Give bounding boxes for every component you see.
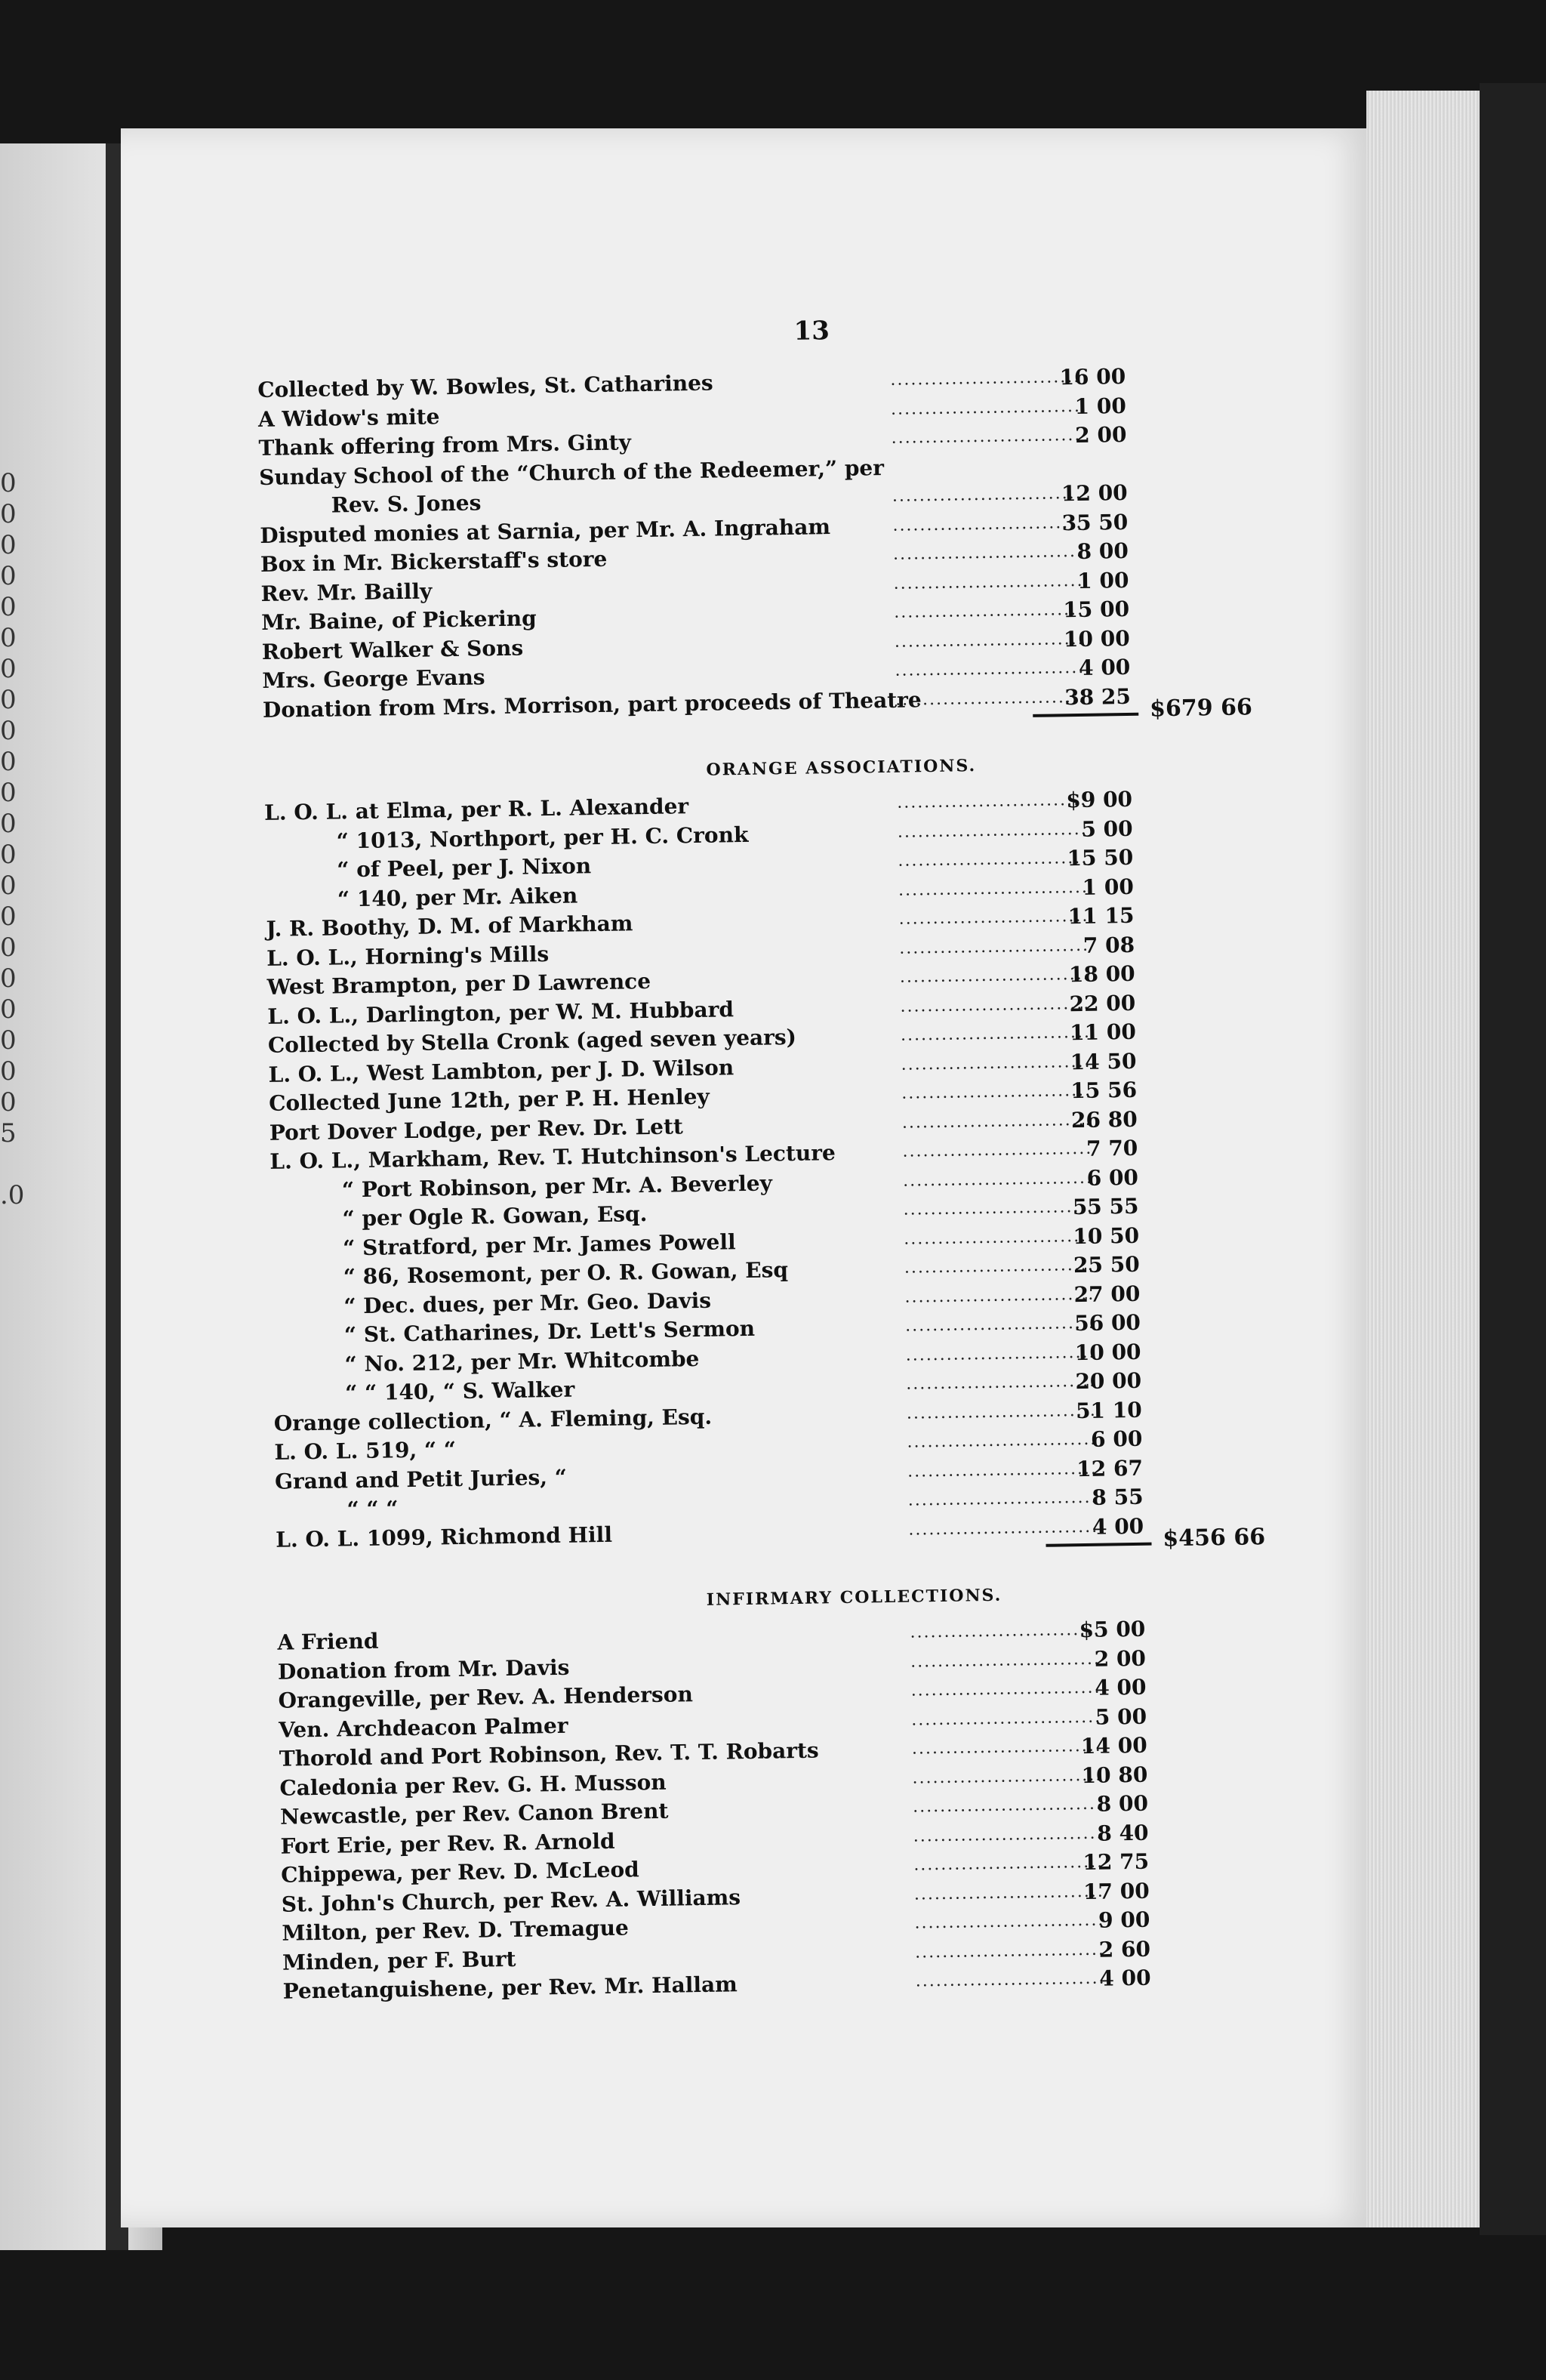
entry-label: Port Dover Lodge, per Rev. Dr. Lett	[269, 1113, 684, 1145]
infirmary-collections-section	[277, 1613, 1287, 2006]
entry-label: Penetanguishene, per Rev. Mr. Hallam	[282, 1972, 738, 2004]
leader-dots: ............................	[898, 906, 1089, 929]
entry-amount: 10 50	[1073, 1222, 1140, 1249]
entry-label: “ No. 212, per Mr. Whitcombe	[344, 1346, 700, 1377]
margin-mark: 0	[0, 716, 17, 746]
margin-mark: 0	[0, 654, 17, 684]
entry-label: Disputed monies at Sarnia, per Mr. A. Ingraham	[260, 513, 831, 548]
entry-label: “ St. Catharines, Dr. Lett's Sermon	[343, 1315, 756, 1348]
margin-mark: 0	[0, 963, 17, 994]
entry-label: West Brampton, per D Lawrence	[266, 968, 651, 1000]
leader-dots: ............................	[894, 600, 1085, 622]
entry-amount: 10 00	[1063, 625, 1130, 652]
entry-label: Thank offering from Mrs. Ginty	[258, 430, 632, 461]
margin-mark: 0	[0, 1056, 17, 1087]
margin-mark: 0	[0, 778, 17, 808]
leader-dots: ............................	[904, 1226, 1095, 1249]
entry-label: “ Port Robinson, per Mr. A. Beverley	[341, 1170, 773, 1202]
margin-mark: 0	[0, 499, 17, 529]
entry-label: “ “ 140, “ S. Walker	[344, 1377, 575, 1406]
entry-label: Fort Erie, per Rev. R. Arnold	[280, 1828, 615, 1859]
entry-amount: 12 75	[1083, 1848, 1150, 1876]
entry-label: “ Dec. dues, per Mr. Geo. Davis	[343, 1287, 712, 1318]
book-cover-edge	[1480, 83, 1546, 2235]
entry-amount: 5 00	[1081, 815, 1133, 842]
leader-dots: ............................	[910, 1678, 1101, 1700]
entry-amount: 8 00	[1096, 1790, 1149, 1817]
entry-amount: 15 56	[1070, 1077, 1138, 1104]
leader-dots: ............................	[910, 1649, 1101, 1672]
leader-dots: ............................	[890, 396, 1082, 419]
donations-section	[257, 360, 1267, 752]
leader-dots: ............................	[907, 1459, 1098, 1481]
entry-label: Grand and Petit Juries, “	[274, 1464, 568, 1494]
margin-mark: 0	[0, 933, 17, 963]
entry-label: L. O. L. at Elma, per R. L. Alexander	[263, 794, 689, 825]
entry-label: “ “ “	[346, 1496, 399, 1522]
leader-dots: ............................	[913, 1852, 1104, 1875]
section-total: $456 66	[1163, 1524, 1266, 1552]
margin-mark: 0	[0, 561, 17, 591]
leader-dots: ............................	[903, 1197, 1094, 1219]
entry-label: Milton, per Rev. D. Tremague	[282, 1915, 629, 1946]
page-number: 13	[793, 316, 830, 347]
entry-label: “ 1013, Northport, per H. C. Cronk	[336, 822, 749, 853]
leader-dots: ............................	[894, 629, 1085, 652]
leader-dots: ............................	[897, 790, 1088, 812]
entry-amount: 38 25	[1064, 683, 1132, 710]
entry-amount: 9 00	[1098, 1907, 1150, 1933]
leader-dots: ............................	[904, 1313, 1096, 1336]
leader-dots: ............................	[893, 571, 1084, 593]
entry-amount: 12 67	[1076, 1455, 1144, 1481]
entry-label: L. O. L., Darlington, per W. M. Hubbard	[267, 996, 735, 1029]
entry-label: Mr. Baine, of Pickering	[260, 606, 537, 635]
leader-dots: ............................	[895, 687, 1086, 710]
entry-amount: $5 00	[1079, 1616, 1146, 1643]
entry-amount: 55 55	[1072, 1193, 1139, 1220]
entry-amount: 11 15	[1067, 902, 1135, 929]
leader-dots: ............................	[899, 936, 1090, 958]
leader-dots: ............................	[912, 1765, 1103, 1788]
entry-label: Rev. S. Jones	[331, 490, 482, 518]
entry-label: St. John's Church, per Rev. A. Williams	[281, 1884, 741, 1917]
entry-label: L. O. L. 1099, Richmond Hill	[276, 1521, 613, 1552]
leader-dots: ............................	[902, 1139, 1093, 1161]
leader-dots: ............................	[899, 964, 1090, 987]
entry-label: Minden, per F. Burt	[282, 1946, 516, 1975]
leader-dots: ............................	[895, 658, 1086, 680]
entry-amount: 1 00	[1074, 393, 1127, 419]
leader-dots: ............................	[910, 1620, 1101, 1642]
margin-mark: 0	[0, 747, 17, 777]
entry-amount: 27 00	[1073, 1281, 1141, 1307]
leader-dots: ............................	[904, 1255, 1095, 1278]
entry-amount: 14 00	[1080, 1732, 1147, 1759]
entry-label: Robert Walker & Sons	[261, 635, 524, 664]
entry-amount: 8 55	[1092, 1484, 1144, 1510]
margin-mark: 0	[0, 623, 17, 653]
leader-dots: ............................	[914, 1910, 1105, 1933]
entry-amount: 4 00	[1092, 1513, 1144, 1540]
leader-dots: ............................	[901, 1081, 1092, 1103]
margin-mark: .0	[0, 1180, 25, 1210]
leader-dots: ............................	[901, 1052, 1092, 1074]
entry-amount: 1 00	[1082, 874, 1135, 900]
orange-associations-heading: ORANGE ASSOCIATIONS.	[706, 756, 977, 780]
entry-amount: 25 50	[1073, 1251, 1140, 1278]
entry-label: “ of Peel, per J. Nixon	[337, 853, 592, 883]
leader-dots: ............................	[913, 1824, 1104, 1846]
leader-dots: ............................	[897, 819, 1088, 842]
entry-amount: 1 00	[1076, 567, 1129, 593]
entry-label: Sunday School of the “Church of the Redeemer,” per	[258, 455, 885, 490]
leader-dots: ............................	[911, 1736, 1102, 1759]
entry-label: Donation from Mr. Davis	[277, 1654, 570, 1685]
entry-amount: 6 00	[1086, 1164, 1139, 1191]
leader-dots: ............................	[901, 1110, 1092, 1133]
leader-dots: ............................	[900, 994, 1091, 1016]
entry-amount: 56 00	[1073, 1309, 1141, 1336]
leader-dots: ............................	[908, 1517, 1099, 1540]
entry-label: L. O. L., Horning's Mills	[266, 941, 550, 971]
entry-amount: 20 00	[1075, 1367, 1142, 1395]
entry-amount: 51 10	[1075, 1397, 1142, 1423]
entry-amount: 10 80	[1081, 1762, 1148, 1788]
entry-amount: 5 00	[1095, 1703, 1147, 1730]
entry-label: Chippewa, per Rev. D. McLeod	[280, 1857, 639, 1888]
margin-mark: 0	[0, 592, 17, 622]
entry-label: Newcastle, per Rev. Canon Brent	[279, 1798, 669, 1830]
entry-label: Caledonia per Rev. G. H. Musson	[279, 1769, 667, 1801]
total-rule	[1046, 1543, 1151, 1547]
entry-amount: 6 00	[1090, 1426, 1143, 1452]
entry-amount: $9 00	[1066, 786, 1133, 813]
entry-label: Collected June 12th, per P. H. Henley	[268, 1084, 710, 1116]
entry-amount: 7 08	[1083, 932, 1135, 958]
entry-amount: 26 80	[1070, 1106, 1138, 1133]
leader-dots: ............................	[906, 1371, 1097, 1394]
leader-dots: ............................	[905, 1343, 1096, 1365]
entry-label: “ 140, per Mr. Aiken	[337, 882, 578, 911]
entry-label: A Widow's mite	[257, 403, 440, 432]
entry-amount: 17 00	[1083, 1878, 1150, 1904]
leader-dots: ............................	[904, 1284, 1095, 1307]
leader-dots: ............................	[892, 513, 1083, 535]
entry-amount: 18 00	[1068, 960, 1135, 988]
entry-amount: 15 00	[1063, 596, 1130, 623]
entry-amount: 8 40	[1097, 1820, 1149, 1846]
entry-label: A Friend	[277, 1628, 379, 1655]
leader-dots: ............................	[911, 1707, 1102, 1730]
leader-dots: ............................	[907, 1429, 1098, 1452]
entry-amount: 8 00	[1076, 538, 1129, 564]
total-rule	[1033, 713, 1138, 717]
entry-label: Orange collection, “ A. Fleming, Esq.	[273, 1404, 713, 1436]
entry-label: L. O. L., Markham, Rev. T. Hutchinson's Lecture	[269, 1140, 836, 1174]
leader-dots: ............................	[900, 1022, 1092, 1045]
margin-mark: 0	[0, 1025, 17, 1056]
margin-mark: 0	[0, 468, 17, 498]
entry-label: “ Stratford, per Mr. James Powell	[342, 1229, 736, 1260]
entry-label: Ven. Archdeacon Palmer	[278, 1713, 568, 1743]
margin-mark: 0	[0, 809, 17, 839]
entry-amount: 15 50	[1067, 844, 1134, 871]
leader-dots: ............................	[898, 848, 1089, 871]
entry-label: “ 86, Rosemont, per O. R. Gowan, Esq	[343, 1257, 789, 1290]
entry-label: L. O. L., West Lambton, per J. D. Wilson	[268, 1054, 735, 1087]
entry-amount: 2 00	[1074, 421, 1127, 448]
entry-amount: 11 00	[1069, 1019, 1137, 1046]
entry-label: J. R. Boothy, D. M. of Markham	[266, 911, 633, 942]
left-page-margin-marks	[0, 468, 25, 1211]
entry-amount: 7 70	[1086, 1135, 1138, 1161]
entry-amount: 4 00	[1099, 1965, 1151, 1991]
entry-amount: 16 00	[1059, 363, 1126, 390]
entry-label: “ per Ogle R. Gowan, Esq.	[342, 1201, 648, 1232]
margin-mark: 0	[0, 902, 17, 932]
leader-dots: ............................	[914, 1940, 1106, 1962]
section-total: $679 66	[1149, 694, 1253, 723]
leader-dots: ............................	[906, 1401, 1097, 1423]
entry-label: Donation from Mrs. Morrison, part proceeds of Theatre	[262, 686, 922, 723]
margin-mark	[0, 1149, 15, 1180]
margin-mark: 0	[0, 1087, 17, 1118]
entry-amount: 4 00	[1078, 654, 1131, 680]
leader-dots: ............................	[902, 1168, 1094, 1191]
entry-amount: 10 00	[1074, 1339, 1141, 1365]
page-edges	[1366, 91, 1480, 2227]
entry-label: Orangeville, per Rev. A. Henderson	[278, 1682, 694, 1713]
entry-amount: 4 00	[1095, 1674, 1147, 1700]
entry-label: Thorold and Port Robinson, Rev. T. T. Robarts	[279, 1737, 819, 1771]
leader-dots: ............................	[913, 1882, 1104, 1904]
entry-amount: 22 00	[1069, 990, 1136, 1016]
margin-mark: 0	[0, 530, 17, 560]
entry-amount: 14 50	[1070, 1048, 1137, 1074]
margin-mark: 0	[0, 840, 17, 870]
entry-amount: 35 50	[1061, 509, 1129, 535]
leader-dots: ............................	[898, 877, 1089, 900]
entry-amount: 12 00	[1061, 479, 1128, 507]
entry-label: L. O. L. 519, “ “	[274, 1437, 457, 1465]
leader-dots: ............................	[892, 483, 1083, 506]
leader-dots: ............................	[907, 1488, 1098, 1510]
margin-mark: 5	[0, 1118, 17, 1148]
entry-label: Box in Mr. Bickerstaff's store	[260, 546, 608, 577]
entry-amount: 2 00	[1094, 1645, 1147, 1672]
orange-associations-section	[264, 783, 1280, 1582]
entry-label: Mrs. George Evans	[262, 664, 485, 693]
leader-dots: ............................	[915, 1968, 1106, 1991]
entry-label: Collected by Stella Cronk (aged seven years)	[267, 1024, 797, 1058]
page-content	[257, 309, 1287, 2020]
leader-dots: ............................	[891, 425, 1082, 448]
entry-amount: 2 60	[1098, 1936, 1151, 1962]
infirmary-collections-heading: INFIRMARY COLLECTIONS.	[706, 1585, 1002, 1610]
entry-label: Rev. Mr. Bailly	[260, 578, 433, 606]
margin-mark: 0	[0, 685, 17, 715]
entry-label: Collected by W. Bowles, St. Catharines	[257, 370, 713, 402]
margin-mark: 0	[0, 871, 17, 901]
leader-dots: ............................	[892, 541, 1084, 564]
leader-dots: ............................	[912, 1794, 1104, 1817]
margin-mark: 0	[0, 994, 17, 1025]
leader-dots: ............................	[890, 367, 1081, 390]
